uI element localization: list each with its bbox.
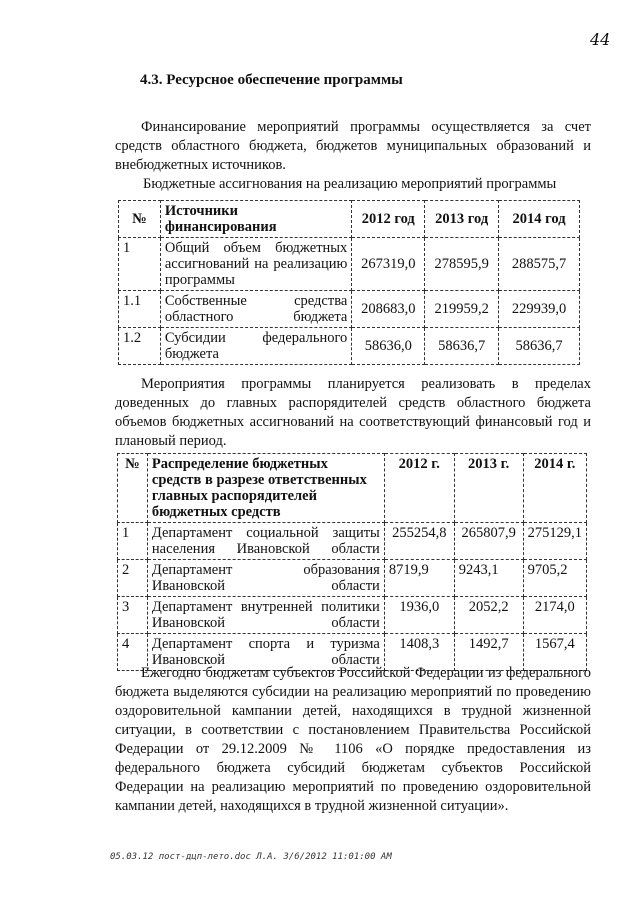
cell: 9243,1 [454,560,523,597]
paragraph-implementation: Мероприятия программы планируется реализовать в пределах доведенных до главных распорядителей средств областного бюджета объемов бюджетных ассигнований на соответствующий финансовый год и плановый период. [115,376,591,449]
cell: Субсидии федерального бюджета [160,328,351,365]
paragraph-financing: Финансирование мероприятий программы осуществляется за счет средств областного бюджета, бюджетов муниципальных образований и внебюджетных источников. [115,119,591,173]
cell: Департамент внутренней политики Ивановской области [147,597,384,634]
cell: Общий объем бюджетных ассигнований на реализацию программы [160,238,351,291]
cell: 229939,0 [499,291,580,328]
cell: 1 [118,523,148,560]
cell: 8719,9 [384,560,454,597]
header-cell: 2012 г. [384,454,454,523]
header-cell: Распределение бюджетных средств в разрезе ответственных главных распорядителей бюджетных средств [147,454,384,523]
cell: 58636,7 [425,328,499,365]
cell: 1 [119,238,161,291]
header-cell: 2014 г. [523,454,586,523]
cell: 9705,2 [523,560,586,597]
cell: 1567,4 [523,634,586,671]
header-cell: 2013 г. [454,454,523,523]
header-cell: 2013 год [425,201,499,238]
cell: 278595,9 [425,238,499,291]
table1-caption: Бюджетные ассигнования на реализацию мероприятий программы [143,176,557,192]
cell: Департамент социальной защиты населения Ивановской области [147,523,384,560]
section-heading: 4.3. Ресурсное обеспечение программы [140,72,403,88]
cell: 208683,0 [352,291,425,328]
cell: 4 [118,634,148,671]
header-cell: № [119,201,161,238]
header-cell: Источники финансирования [160,201,351,238]
cell: 219959,2 [425,291,499,328]
cell: Собственные средства областного бюджета [160,291,351,328]
cell: Департамент образования Ивановской области [147,560,384,597]
cell: 275129,1 [523,523,586,560]
cell: 255254,8 [384,523,454,560]
cell: 1408,3 [384,634,454,671]
cell: 265807,9 [454,523,523,560]
cell: 3 [118,597,148,634]
cell: 288575,7 [499,238,580,291]
cell: 267319,0 [352,238,425,291]
cell: 1492,7 [454,634,523,671]
document-footer: 05.03.12 пост-дцп-лето.doc Л.А. 3/6/2012 11:01:00 AM [110,852,392,862]
cell: 2052,2 [454,597,523,634]
paragraph-subsidies: Ежегодно бюджетам субъектов Российской Федерации из федерального бюджета выделяются субсидии на реализацию мероприятий по проведению оздоровительной кампании детей, находящихся в трудной жизненной ситуации, в соответствии с постановлением Правительства Российской Федерации от 29.12.2009 № 1106 «О порядке предоставления из федерального бюджета субсидий бюджетам субъектов Российской Федерации на реализацию мероприятий по проведению оздоровительной кампании детей, находящихся в трудной жизненной ситуации». [115,665,591,814]
cell: 58636,0 [352,328,425,365]
table-row [119,238,580,291]
cell: 1936,0 [384,597,454,634]
table-row [118,597,587,634]
table-header-row [119,201,580,238]
table-row [118,523,587,560]
cell: 1.2 [119,328,161,365]
table-row [119,328,580,365]
table-row [119,291,580,328]
budget-allocations-table [118,200,580,365]
cell: Департамент спорта и туризма Ивановской области [147,634,384,671]
header-cell: № [118,454,148,523]
table-row [118,560,587,597]
table-header-row [118,454,587,523]
header-cell: 2012 год [352,201,425,238]
cell: 1.1 [119,291,161,328]
cell: 58636,7 [499,328,580,365]
header-cell: 2014 год [499,201,580,238]
cell: 2174,0 [523,597,586,634]
page-number: 44 [590,30,611,49]
distribution-table [117,453,587,671]
cell: 2 [118,560,148,597]
